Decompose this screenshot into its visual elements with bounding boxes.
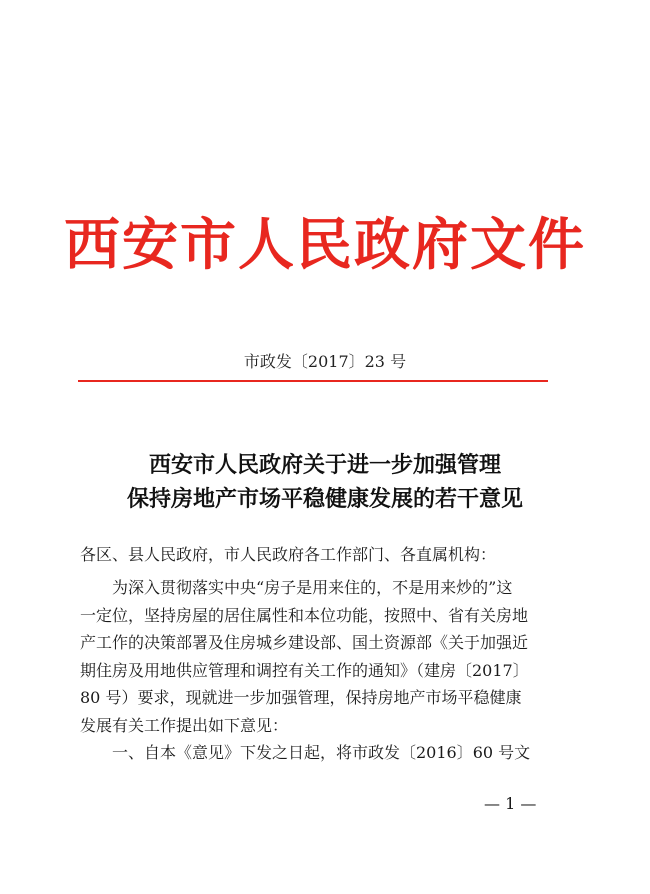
body-line: 一、自本《意见》下发之日起，将市政发〔2016〕60 号文	[80, 743, 531, 762]
title-line-2: 保持房地产市场平稳健康发展的若干意见	[126, 486, 523, 512]
document-title	[0, 448, 650, 516]
masthead-title: 西安市人民政府文件	[64, 212, 586, 278]
salutation: 各区、县人民政府，市人民政府各工作部门、各直属机构：	[80, 545, 497, 564]
title-line-1: 西安市人民政府关于进一步加强管理	[148, 452, 501, 478]
document-number: 市政发〔2017〕23 号	[243, 352, 407, 371]
body-line: 期住房及用地供应管理和调控有关工作的通知》（建房〔2017〕	[80, 660, 529, 680]
body-text	[80, 574, 560, 767]
body-line: 为深入贯彻落实中央“房子是用来住的，不是用来炒的”这	[80, 578, 513, 597]
page-number: — 1 —	[484, 794, 537, 813]
body-line: 产工作的决策部署及住房城乡建设部、国土资源部《关于加强近	[80, 633, 529, 652]
body-line: 80 号）要求，现就进一步加强管理，保持房地产市场平稳健康	[80, 688, 522, 707]
body-line: 一定位，坚持房屋的居住属性和本位功能，按照中、省有关房地	[80, 605, 529, 625]
body-line: 发展有关工作提出如下意见：	[80, 715, 289, 735]
red-divider-line	[78, 380, 548, 382]
